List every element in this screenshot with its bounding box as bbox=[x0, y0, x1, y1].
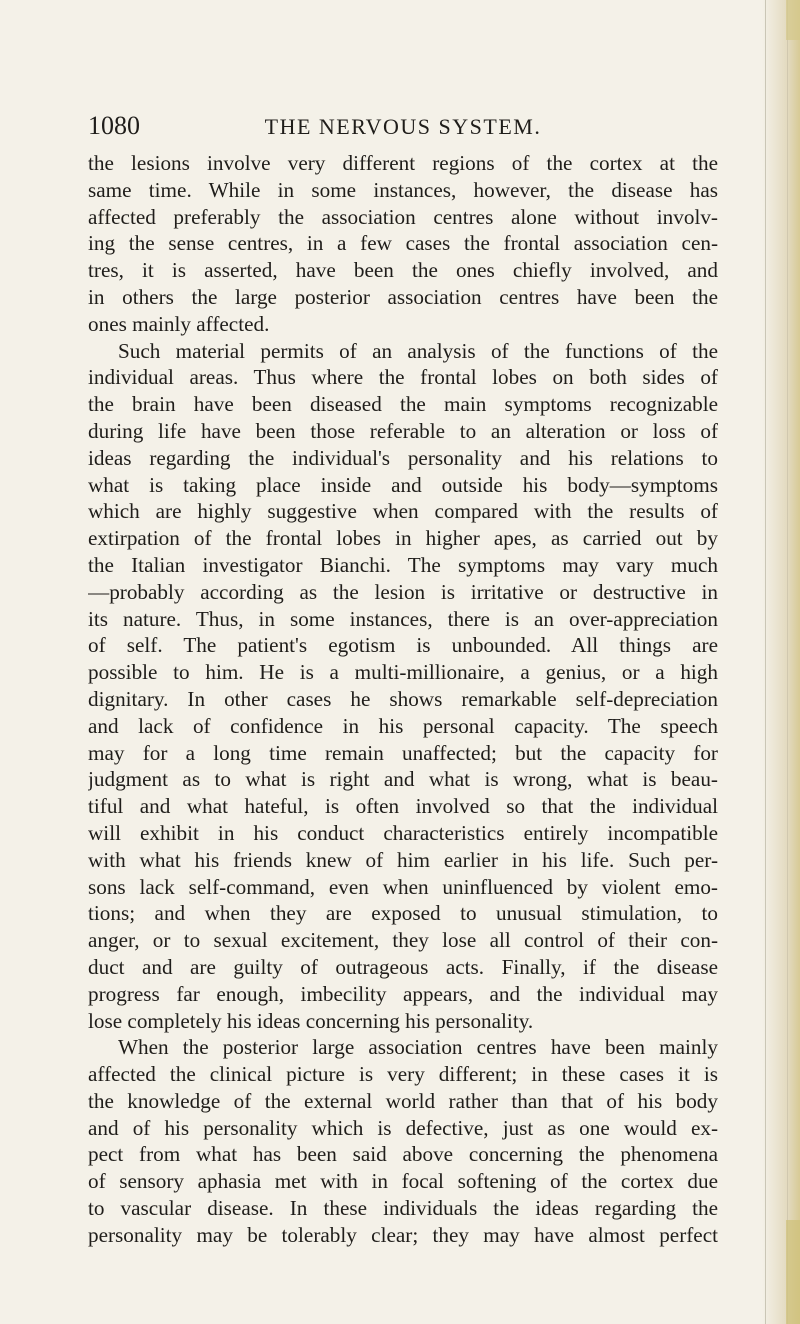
page-edge-line bbox=[787, 0, 788, 1324]
text-line: of sensory aphasia met with in focal softening of the cortex due bbox=[88, 1169, 718, 1194]
text-line: during life have been those referable to an alteration or loss of bbox=[88, 418, 718, 443]
text-line: ideas regarding the individual's personality and his relations to bbox=[88, 445, 718, 470]
text-line: ones mainly affected. bbox=[88, 311, 270, 336]
text-line: may for a long time remain unaffected; but the capacity for bbox=[88, 740, 718, 765]
page-edge-stain bbox=[786, 1220, 800, 1324]
text-line: affected the clinical picture is very different; in these cases it is bbox=[88, 1062, 718, 1087]
running-title: THE NERVOUS SYSTEM. bbox=[264, 114, 542, 139]
text-line: progress far enough, imbecility appears, and the individual may bbox=[88, 981, 718, 1006]
text-line: same time. While in some instances, however, the disease has bbox=[88, 177, 718, 202]
text-line: of self. The patient's egotism is unbounded. All things are bbox=[88, 633, 718, 658]
text-line: the knowledge of the external world rather than that of his body bbox=[88, 1088, 718, 1113]
text-line: which are highly suggestive when compared with the results of bbox=[88, 499, 718, 524]
text-line: duct and are guilty of outrageous acts. Finally, if the disease bbox=[88, 954, 718, 979]
text-line: the brain have been diseased the main symptoms recognizable bbox=[88, 392, 718, 417]
text-line: tions; and when they are exposed to unusual stimulation, to bbox=[88, 901, 718, 926]
text-line: and of his personality which is defective, just as one would ex- bbox=[88, 1115, 718, 1140]
text-line: dignitary. In other cases he shows remarkable self-depreciation bbox=[88, 686, 718, 711]
text-line: tiful and what hateful, is often involved so that the individual bbox=[88, 794, 718, 819]
text-line: in others the large posterior association centres have been the bbox=[88, 284, 718, 309]
text-line: judgment as to what is right and what is wrong, what is beau- bbox=[88, 767, 718, 792]
text-line: to vascular disease. In these individuals the ideas regarding the bbox=[88, 1196, 718, 1221]
text-line: possible to him. He is a multi-millionaire, a genius, or a high bbox=[88, 660, 718, 685]
text-line: with what his friends knew of him earlier in his life. Such per- bbox=[88, 847, 718, 872]
text-line: anger, or to sexual excitement, they lose all control of their con- bbox=[88, 928, 718, 953]
text-line: ing the sense centres, in a few cases the frontal association cen- bbox=[88, 231, 718, 256]
text-line: individual areas. Thus where the frontal lobes on both sides of bbox=[88, 365, 718, 390]
page-number: 1080 bbox=[88, 111, 140, 140]
text-line: —probably according as the lesion is irritative or destructive in bbox=[88, 579, 718, 604]
body-text bbox=[88, 150, 718, 1249]
text-line: tres, it is asserted, have been the ones chiefly involved, and bbox=[88, 258, 718, 283]
page-edge-shadow bbox=[762, 0, 800, 1324]
text-line: Such material permits of an analysis of the functions of the bbox=[118, 338, 718, 363]
page-edge-line bbox=[765, 0, 766, 1324]
text-line: and lack of confidence in his personal capacity. The speech bbox=[88, 713, 718, 738]
text-line: When the posterior large association centres have been mainly bbox=[118, 1035, 718, 1060]
page-edge-stain bbox=[786, 0, 800, 40]
text-line: personality may be tolerably clear; they may have almost perfect bbox=[88, 1222, 718, 1247]
text-line: the Italian investigator Bianchi. The symptoms may vary much bbox=[88, 552, 718, 577]
text-line: lose completely his ideas concerning his personality. bbox=[88, 1008, 534, 1033]
text-line: sons lack self-command, even when uninfluenced by violent emo- bbox=[88, 874, 718, 899]
text-line: will exhibit in his conduct characteristics entirely incompatible bbox=[88, 820, 718, 845]
running-head bbox=[88, 110, 718, 142]
text-line: the lesions involve very different regions of the cortex at the bbox=[88, 151, 718, 175]
text-line: its nature. Thus, in some instances, there is an over-appreciation bbox=[88, 606, 718, 631]
text-line: pect from what has been said above concerning the phenomena bbox=[88, 1142, 718, 1167]
text-line: affected preferably the association centres alone without involv- bbox=[88, 204, 718, 229]
text-line: what is taking place inside and outside his body—symptoms bbox=[88, 472, 718, 497]
text-line: extirpation of the frontal lobes in higher apes, as carried out by bbox=[88, 526, 718, 551]
